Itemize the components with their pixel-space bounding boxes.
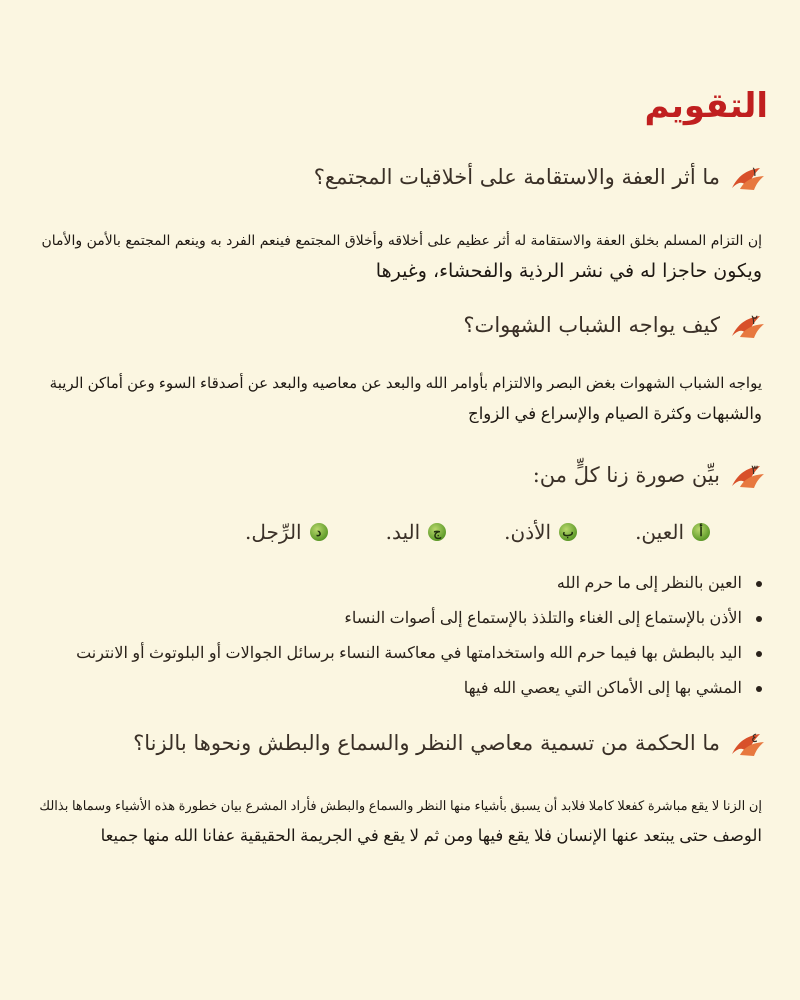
question-2-text: كيف يواجه الشباب الشهوات؟	[463, 313, 720, 337]
question-2-number: ٢	[751, 313, 758, 328]
answer-4-line-1: إن الزنا لا يقع مباشرة كفعلا كاملا فلابد أن يسبق بأشياء منها النظر والسماع والبطش فأراد المشرع بيان خطورة هذه الأشياء وسماها بذالك	[39, 798, 762, 813]
question-4	[133, 728, 770, 758]
question-1-number: ١	[751, 165, 758, 180]
question-4-number: ٤	[751, 731, 758, 746]
option-b-badge: ب	[559, 523, 577, 541]
answer-4	[34, 790, 762, 852]
answer-4-line-2: الوصف حتى يبتعد عنها الإنسان فلا يقع فيها ومن ثم لا يقع في الجريمة الحقيقية عفانا الله منها جميعا	[100, 827, 762, 845]
question-2	[463, 310, 770, 340]
answer-1-line-2: ويكون حاجزا له في نشر الرذية والفحشاء، وغيرها	[375, 260, 762, 282]
answer-2-line-1: يواجه الشباب الشهوات بغض البصر والالتزام بأوامر الله والبعد عن معاصيه والبعد عن أصدقاء السوء وعن أماكن الريبة	[49, 375, 762, 392]
option-a-label: العين.	[635, 520, 684, 544]
list-item: الأذن بالإستماع إلى الغناء والتلذذ بالإستماع إلى أصوات النساء	[76, 607, 764, 642]
option-d-badge: د	[310, 523, 328, 541]
question-3-number: ٣	[751, 463, 758, 478]
option-c	[386, 520, 447, 544]
answer-1-line-1: إن التزام المسلم بخلق العفة والاستقامة له أثر عظيم على أخلاقه وأخلاق المجتمع فينعم الفرد به وينعم المجتمع بالأمن والأمان	[41, 233, 762, 249]
option-a-badge: أ	[692, 523, 710, 541]
question-number-icon	[730, 162, 770, 192]
question-number-icon	[730, 310, 770, 340]
question-number-icon	[730, 728, 770, 758]
answer-2	[34, 368, 762, 430]
question-number-icon	[730, 460, 770, 490]
question-3-text: بيِّن صورة زنا كلٍّ من:	[532, 463, 720, 487]
question-3	[533, 460, 770, 490]
option-b	[504, 520, 577, 544]
option-c-label: اليد.	[385, 520, 421, 544]
option-d-label: الرِّجل.	[245, 520, 302, 544]
option-a	[635, 520, 710, 544]
answer-1	[34, 226, 762, 286]
option-b-label: الأذن.	[504, 520, 552, 544]
option-d	[245, 520, 328, 544]
list-item: المشي بها إلى الأماكن التي يعصي الله فيها	[76, 677, 764, 712]
list-item: العين بالنظر إلى ما حرم الله	[76, 572, 764, 607]
list-item: اليد بالبطش بها فيما حرم الله واستخدامتها في معاكسة النساء برسائل الجوالات أو البلوتوث أو الانترنت	[76, 642, 764, 677]
option-c-badge: ج	[428, 523, 446, 541]
question-4-text: ما الحكمة من تسمية معاصي النظر والسماع والبطش ونحوها بالزنا؟	[133, 731, 720, 755]
page-title: التقويم	[644, 86, 768, 126]
answer-3-list	[76, 572, 764, 712]
options-row	[245, 520, 710, 544]
answer-2-line-2: والشبهات وكثرة الصيام والإسراع في الزواج	[468, 405, 762, 423]
question-1	[314, 162, 770, 192]
question-1-text: ما أثر العفة والاستقامة على أخلاقيات المجتمع؟	[313, 165, 720, 189]
